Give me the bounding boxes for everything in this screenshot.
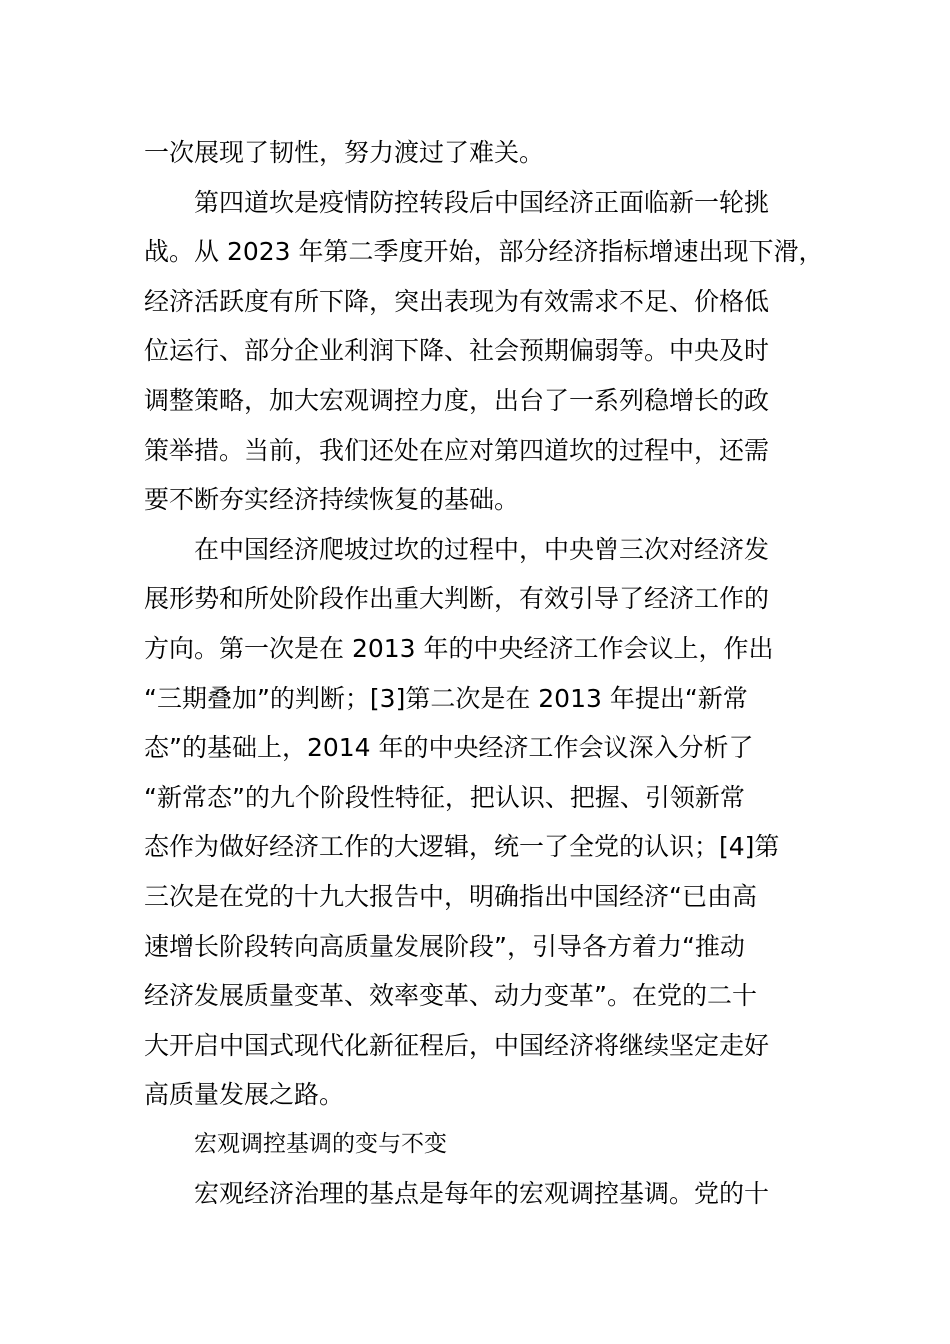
text-line: 宏观经济治理的基点是每年的宏观调控基调。党的十: [194, 1179, 770, 1209]
text-line: 要不断夯实经济持续恢复的基础。: [144, 485, 520, 515]
text-line: 经济发展质量变革、效率变革、动力变革”。在党的二十: [144, 981, 757, 1011]
text-line: 经济活跃度有所下降，突出表现为有效需求不足、价格低: [144, 286, 770, 316]
text-line: 态”的基础上，2014 年的中央经济工作会议深入分析了: [144, 733, 754, 763]
text-line: 大开启中国式现代化新征程后，中国经济将继续坚定走好: [144, 1030, 770, 1060]
text-line: 展形势和所处阶段作出重大判断，有效引导了经济工作的: [144, 584, 770, 614]
section-heading: 宏观调控基调的变与不变: [194, 1130, 447, 1157]
text-line: 一次展现了韧性，努力渡过了难关。: [144, 138, 545, 167]
text-line: 方向。第一次是在 2013 年的中央经济工作会议上，作出: [144, 633, 774, 663]
text-line: 调整策略，加大宏观调控力度，出台了一系列稳增长的政: [144, 385, 770, 415]
text-line: 高质量发展之路。: [144, 1080, 345, 1110]
text-line: 在中国经济爬坡过坎的过程中，中央曾三次对经济发: [194, 534, 770, 564]
text-line: 三次是在党的十九大报告中，明确指出中国经济“已由高: [144, 881, 757, 911]
text-line: 第四道坎是疫情防控转段后中国经济正面临新一轮挑: [194, 187, 770, 217]
text-line: 战。从 2023 年第二季度开始，部分经济指标增速出现下滑，: [144, 237, 824, 267]
text-line: “三期叠加”的判断；[3]第二次是在 2013 年提出“新常: [144, 683, 748, 713]
text-line: “新常态”的九个阶段性特征，把认识、把握、引领新常: [144, 782, 745, 812]
text-line: 态作为做好经济工作的大逻辑，统一了全党的认识；[4]第: [144, 832, 780, 862]
text-line: 策举措。当前，我们还处在应对第四道坎的过程中，还需: [144, 435, 770, 465]
body-text: [144, 128, 824, 1219]
text-line: 位运行、部分企业利润下降、社会预期偏弱等。中央及时: [144, 336, 770, 366]
text-line: 速增长阶段转向高质量发展阶段”，引导各方着力“推动: [144, 931, 745, 961]
